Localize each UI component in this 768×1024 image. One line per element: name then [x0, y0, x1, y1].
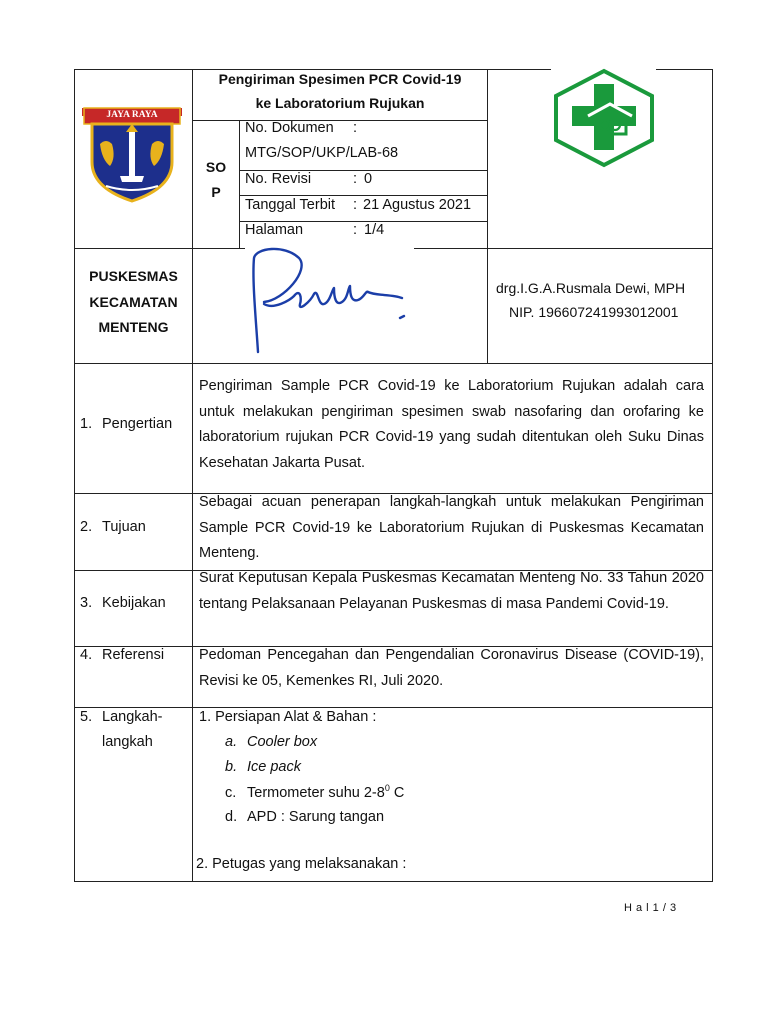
list-item-letter: d. — [225, 809, 238, 825]
institution-name — [75, 264, 192, 341]
signer-name: drg.I.G.A.Rusmala Dewi, MPH — [496, 280, 686, 296]
signature — [244, 240, 419, 360]
list-item-text: APD : Sarung tangan — [247, 809, 385, 825]
section-label-tujuan: Tujuan — [102, 519, 146, 535]
institution-line3: MENTENG — [98, 319, 169, 335]
signer-nip: NIP. 196607241993012001 — [509, 304, 679, 320]
sop-label: SO P — [205, 159, 227, 200]
section-text-kebijakan: Surat Keputusan Kepala Puskesmas Kecamatan Menteng No. 33 Tahun 2020 tentang Pelaksanaan Pelayanan Puskesmas di masa Pandemi Covid-19. — [199, 570, 704, 612]
field-label-no-revisi: No. Revisi — [245, 171, 312, 187]
institution-line1: PUSKESMAS — [89, 268, 178, 284]
field-label-no-dokumen: No. Dokumen — [245, 120, 334, 136]
list-item-text-suffix: C — [389, 785, 405, 801]
step-2-heading: 2. Petugas yang melaksanakan : — [196, 856, 407, 872]
section-text-tujuan: Sebagai acuan penerapan langkah-langkah untuk melakukan Pengiriman Sample PCR Covid-19 ke Laboratorium Rujukan di Puskesmas Kecamatan Menteng. — [199, 494, 704, 561]
jakarta-emblem — [80, 102, 184, 204]
field-value-tanggal: 21 Agustus 2021 — [363, 197, 472, 213]
field-label-halaman: Halaman — [245, 222, 304, 238]
puskesmas-logo — [552, 68, 656, 168]
section-number-tujuan: 2. — [80, 519, 93, 535]
section-number-kebijakan: 3. — [80, 595, 93, 611]
list-item-text: Cooler box — [247, 734, 318, 750]
field-sep-halaman: : — [353, 222, 358, 238]
step-1-heading: 1. Persiapan Alat & Bahan : — [199, 709, 377, 725]
page-number: H a l 1 / 3 — [624, 902, 677, 914]
section-number-referensi: 4. — [80, 647, 93, 663]
section-label-referensi: Referensi — [102, 647, 165, 663]
field-value-halaman: 1/4 — [364, 222, 385, 238]
list-item-text-main: Termometer suhu 2-8 — [247, 785, 385, 801]
field-sep-no-revisi: : — [353, 171, 358, 187]
list-item-text: Ice pack — [247, 759, 301, 775]
list-item-letter: c. — [225, 785, 237, 801]
section-label-langkah-line2: langkah — [102, 734, 153, 750]
section-label-kebijakan: Kebijakan — [102, 595, 166, 611]
document-title-line2: ke Laboratorium Rujukan — [255, 95, 425, 111]
list-item-superscript: 0 — [384, 783, 390, 794]
field-value-no-revisi: 0 — [364, 171, 373, 187]
list-item-text — [247, 781, 404, 807]
section-label-pengertian: Pengertian — [102, 416, 173, 432]
emblem-motto: JAYA RAYA — [106, 110, 158, 120]
section-label-langkah-line1: Langkah- — [102, 709, 163, 725]
section-text-pengertian: Pengiriman Sample PCR Covid-19 ke Laboratorium Rujukan adalah cara untuk melakukan pengiriman spesimen swab nasofaring dan orofaring ke laboratorium rujukan PCR Covid-19 yang sudah ditentukan oleh Suku Dinas Kesehatan Jakarta Pusat. — [199, 378, 704, 471]
section-text-referensi: Pedoman Pencegahan dan Pengendalian Coronavirus Disease (COVID-19), Revisi ke 05, Kemenkes RI, Juli 2020. — [199, 647, 704, 689]
institution-line2: KECAMATAN — [89, 293, 178, 310]
section-number-langkah: 5. — [80, 709, 93, 725]
field-sep-tanggal: : — [353, 197, 358, 213]
list-item-letter: a. — [225, 734, 238, 750]
list-item-letter: b. — [225, 759, 238, 775]
field-value-no-dokumen: MTG/SOP/UKP/LAB-68 — [245, 145, 399, 161]
document-title-line1: Pengiriman Spesimen PCR Covid-19 — [218, 71, 462, 87]
field-sep-no-dokumen: : — [353, 120, 358, 136]
field-label-tanggal: Tanggal Terbit — [245, 197, 336, 213]
section-number-pengertian: 1. — [80, 416, 93, 432]
